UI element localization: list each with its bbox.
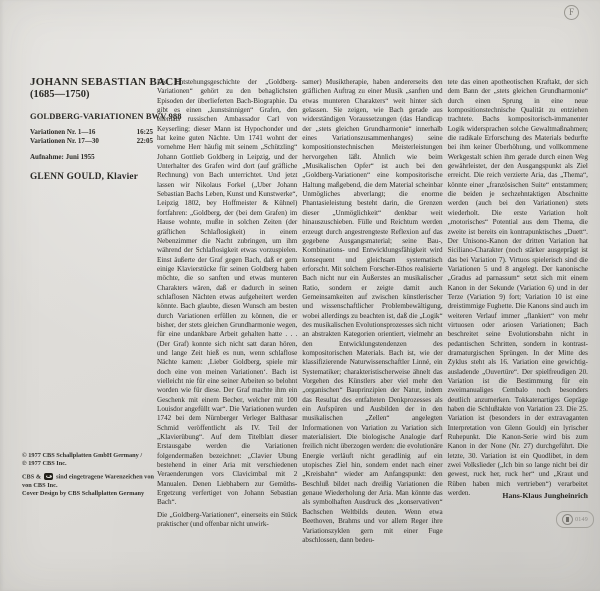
author-signature: Hans-Klaus Jungheinrich bbox=[502, 491, 588, 500]
track-row bbox=[30, 137, 153, 146]
track-duration: 16:25 bbox=[136, 128, 153, 136]
liner-notes bbox=[157, 78, 588, 545]
album-header bbox=[30, 76, 183, 183]
track-row bbox=[30, 128, 153, 137]
recording-date: Aufnahme: Juni 1955 bbox=[30, 153, 95, 162]
track-label: Variationen Nr. 17—30 bbox=[30, 136, 99, 145]
trademark-line bbox=[22, 473, 187, 482]
trademark-prefix: CBS & bbox=[22, 473, 42, 481]
track-label: Variationen Nr. 1—16 bbox=[30, 128, 96, 136]
track-duration: 22:05 bbox=[136, 136, 153, 145]
trademark-line-2: von CBS Inc. bbox=[22, 481, 58, 489]
track-list bbox=[30, 128, 153, 145]
liner-notes-paragraph: samer) Musiktherapie, haben andererseits den gräflichen Auftrag zu einer Musik „sanften und etwas munteren Charakters“ weit hinter sich gelassen. Sie zeigen, wie Bach gerade aus widerständigen Voraussetzungen (das Handicap der „stets gleichen Grundharmonie“ innerhalb eines Variationszusammenhanges) seine kompositionstechnischen Meisterleistungen hervorgehen läßt. Ähnlich wie beim „Musikalischen Opfer“ ist auch bei den „Goldberg-Variationen“ eine kompositorische Haltung maßgebend, die dem Material scheinbar Unmögliches abverlangt; die enorme Phantasieleistung besteht darin, die Grenzen dieser „Unmöglichkeit“ denkbar weit hinauszuschieben. Fülle und Reichtum werden erzeugt durch angestrengteste Reflexion auf das gegebene Ausgangsmaterial; seine Bau-, Kombinations- und Entwicklungsfähigkeit wird konsequent und gleichsam systematisch erforscht. Mit solchem Forscher-Ethos realisierte Bach nicht nur ein Äußerstes an musikalischer Ratio, sondern er zeigte damit auch Gemeinsamkeiten auf zwischen künstlerischer und wissenschaftlicher Problembewältigung, wobei allerdings zu beachten ist, daß die „Logik“ des musikalischen Evolutionsprozesses sich nicht an abstrakten Kategorien orientiert, vielmehr an den Entwicklungstendenzen des kompositorischen Materials. Bach ist, wie der klassifizierende Naturwissenschaftler Linné, ein Systematiker; charakteristischerweise ähnelt das Vorgehen des Künstlers aber viel mehr den „organischen“ Bauprinzipien der Natur, indem das Resultat des entfalteten Denkprozesses als ein Aufspüren und Ausbilden der in den musikalischen „Zellen“ angelegten Informationen von Variation zu Variation sich materialisiert. Die biologische Analogie darf freilich nicht überzogen werden: die evolutionäre Energie verläuft nicht geradlinig auf ein utopisches Ziel hin, sondern endet nach einer „Kreisbahn“ wieder am Anfangspunkt: den Beschluß bildet nach dreißig Variationen die genaue Wiederholung der Aria. Man könnte das als symbolhaften Ausdruck des „konservativen“ Bachschen Weltbilds deuten. Wenn etwa Beethoven, Brahms und vor allem Reger ihre Variationszyklen gern mit einer Fuge abschlossen, dann bedeu- bbox=[302, 78, 443, 544]
liner-notes-paragraph: tete das einen apotheotischen Kraftakt, der sich dem Bann der „stets gleichen Grundharmonie“ durch einen Sprung in eine neue kompositionstechnische Qualität zu entziehen trachtete. Bachs kompositorisch-immanenter Logik widersprachen solche Gewaltmaßnahmen; die radikale Erforschung des Materials bedurfte bei ihm keiner Überhöhung, und vollkommene Werkgestalt schien ihm gerade durch einen Weg gewährleistet, der den Ausgangspunkt als Ziel erreicht. Die reich verzierte Aria, das „Thema“, könnte einer „französischen Suite“ entstammen; die beiden je sechzehntaktigen Abschnitte werden (auch bei den Variationen) stets wiederholt. Die erste Variation holt „motorisches“ Potential aus dem Thema, die zweite ist bereits ein kontrapunktisches „Duett“. Der Unisono-Kanon der dritten Variation hat Siciliano-Charakter (noch stärker ausgeprägt ist das bei Variation 7). Virtuos spielerisch sind die Variationen 5 und 8 angelegt. Der kanonische „Gradus ad parnassum“ setzt sich mit einem Kanon in der Sekunde (Variation 6) und in der Terze (Variation 9) fort; Variation 10 ist eine dreistimmige Fughette. Die Kanons sind auch im weiteren Verlauf immer „flankiert“ von mehr virtuosen oder ariosen Variationen; Bach beschreitet seine Evolutionsbahn nicht in pedantischen Schritten, sondern in kontrast-dramaturgischen Sprüngen. In der Mitte des Zyklus steht als 16. Variation eine gewichtig-ausladende „Ouvertüre“. Der spielfreudigen 20. Variation ist die Bestimmung für ein zweimanualiges Cembalo noch besonders deutlich anzumerken. Tokkatenartiges Gepräge haben die Schlußtakte von Variation 23. Die 25. Variation ist (besonders in der extravaganten Interpretation von Glenn Gould) ein lyrischer Ruhepunkt. Die Kanon-Serie wird bis zum Kanon in der None (Nr. 27) durchgeführt. Die letzte, 30. Variation ist ein Quodlibet, in dem zwei Volkslieder („Ich bin so lange nicht bei dir gewest, ruck her, ruck her“ und „Kraut und Rüben haben mich vertrieben“) verarbeitet werden. bbox=[447, 78, 588, 498]
liner-notes-paragraph: Die Entstehungsgeschichte der „Goldberg-Variationen“ gehört zu den behaglichsten Episoden der überlieferten Bach-Biographie. Da gibt es einen „kunstsinnigen“ Grafen, den ehemals russischen Ambassador Carl von Keyserling; dieser Mann ist Hypochonder und hat keine guten Nächte. Um 1741 wohnt der vornehme Herr häufig mit seinem „Schützling“ Johann Gottlieb Goldberg in Leipzig, und der Unterhalter des Grafen wird dort (auf gräfliche Rechnung) von Bach unterrichtet. Und jetzt lassen wir Nikolaus Forkel („Uber Johann Sebastian Bachs Leben, Kunst und Kunstwerke“, Leipzig 1802, bey Hoffmeister & Kühnel) fortfahren: „Goldberg, der (bei dem Grafen) im Hause wohnte, mußte in solchen Zeiten (der gräflichen Schlaflosigkeit) in einem Nebenzimmer die Nacht zubringen, um ihm während der Schlaflosigkeit etwas vorzuspielen. Einst äußerte der Graf gegen Bach, daß er gern einige Klavierstücke für seinen Goldberg haben möchte, die so sanften und etwas munteren Charakters wären, daß er dadurch in seinen schlaflosen Nächten etwas aufgeheitert werden könnte. Bach glaubte, diesen Wunsch am besten durch Variationen erfüllen zu können, die er bisher, der stets gleichen Grundharmonie wegen, für eine undankbare Arbeit gehalten hatte . . . (Der Graf) konnte sich nicht satt daran hören, und lange Zeit hieß es nun, wenn schlaflose Nächte kamen: ‚Lieber Goldberg, spiele mir doch eine von meinen Variationen‘. Bach ist vielleicht nie für eine seiner Arbeiten so belohnt worden wie für diese. Der Graf machte ihm ein Geschenk mit einem Becher, welcher mit 100 Louisdor angefüllt war“. Die Variationen wurden 1742 bei dem Nürnberger Verleger Balthasar Schmid veröffentlicht als IV. Teil der „Klavierübung“. Auf dem Titelblatt dieser Erstausgabe werden die Variationen folgendermaßen bezeichnet: „Clavier Ubung bestehend in einer Aria mit verschiedenen Veraenderungen vors Clavicimbal mit 2 Manualen. Denen Liebhabern zur Gemüths-Ergetzung verfertiget von Johann Sebastian Bach“. bbox=[157, 78, 298, 507]
liner-notes-paragraph: Die „Goldberg-Variationen“, einerseits ein Stück praktischer (und offenbar nicht unwirk- bbox=[157, 510, 298, 529]
copyright-line: © 1977 CBS Schallplatten GmbH Germany / bbox=[22, 452, 143, 459]
composer-dates: (1685—1750) bbox=[30, 89, 90, 100]
stamp-number: 0149 bbox=[575, 516, 588, 523]
liner-notes-column-2 bbox=[302, 78, 442, 545]
composer-name: JOHANN SEBASTIAN BACH bbox=[30, 76, 183, 88]
label-imprint bbox=[22, 452, 187, 498]
trademark-suffix: sind eingetragene Warenzeichen von bbox=[56, 473, 154, 481]
liner-notes-column-3 bbox=[448, 78, 588, 545]
stamp-emblem-icon bbox=[562, 514, 573, 525]
work-title: GOLDBERG-VARIATIONEN BWV 988 bbox=[30, 111, 182, 121]
trademark-block bbox=[22, 473, 187, 498]
corner-letter-mark: F bbox=[564, 5, 579, 20]
cbs-eye-logo-icon bbox=[44, 473, 53, 480]
design-credit: Cover Design by CBS Schallplatten Germany bbox=[22, 489, 145, 497]
phonogram-line: ℗ 1977 CBS Inc. bbox=[22, 460, 67, 467]
artist-name: GLENN GOULD, Klavier bbox=[30, 172, 139, 183]
pressing-stamp bbox=[556, 511, 594, 528]
